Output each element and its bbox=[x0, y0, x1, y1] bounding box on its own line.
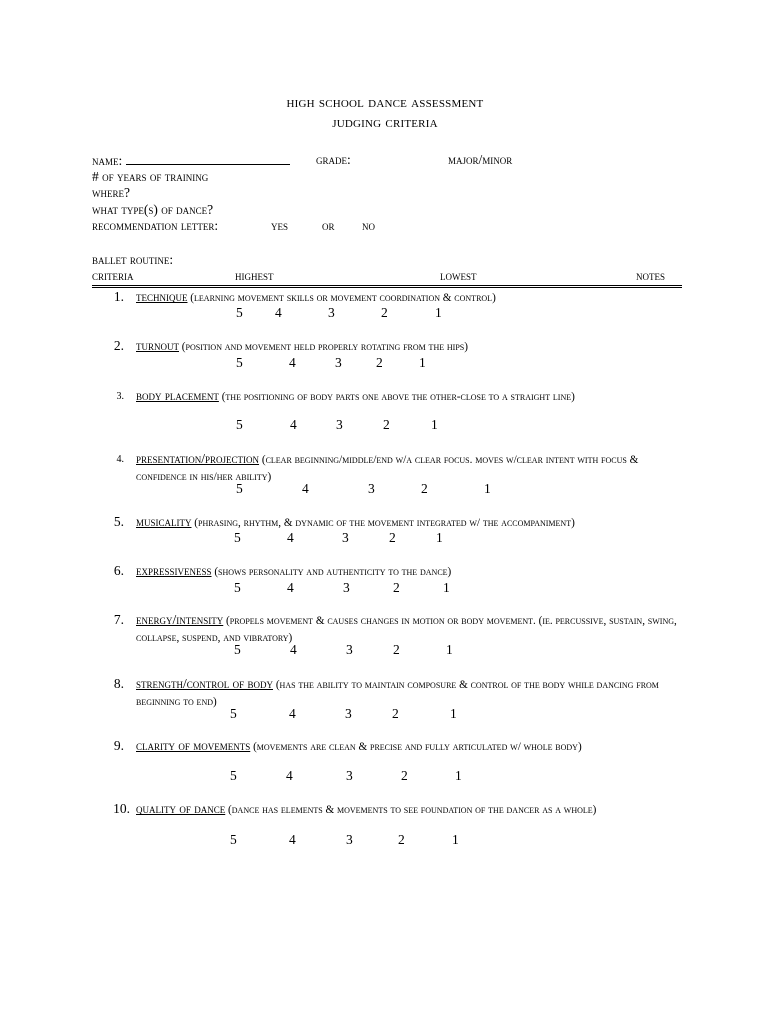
criterion-number: 1. bbox=[113, 289, 124, 304]
criterion-number: 6. bbox=[113, 563, 124, 578]
criterion-heading bbox=[136, 451, 688, 485]
score-option[interactable]: 3 bbox=[368, 481, 375, 496]
notes-column-header: notes bbox=[636, 268, 665, 283]
score-option[interactable]: 4 bbox=[290, 417, 297, 432]
score-option[interactable]: 4 bbox=[287, 580, 294, 595]
criterion-number: 8. bbox=[113, 676, 124, 691]
score-option[interactable]: 3 bbox=[336, 417, 343, 432]
criterion-title: expressiveness bbox=[136, 563, 212, 578]
name-label: name: bbox=[92, 153, 123, 168]
score-option[interactable]: 4 bbox=[289, 832, 296, 847]
score-option[interactable]: 2 bbox=[401, 768, 408, 783]
score-option[interactable]: 5 bbox=[236, 355, 243, 370]
form-title: high school dance assessment bbox=[286, 94, 484, 111]
criterion-number: 2. bbox=[113, 338, 124, 353]
criterion-heading bbox=[136, 388, 688, 405]
score-option[interactable]: 3 bbox=[343, 580, 350, 595]
name-row bbox=[92, 152, 290, 169]
criterion-title: quality of dance bbox=[136, 801, 226, 816]
score-option[interactable]: 2 bbox=[381, 305, 388, 320]
criterion-heading bbox=[136, 676, 688, 710]
criterion-number: 9. bbox=[113, 738, 124, 753]
score-option[interactable]: 3 bbox=[328, 305, 335, 320]
lowest-column-header: lowest bbox=[440, 268, 477, 283]
score-scale bbox=[0, 530, 770, 546]
score-option[interactable]: 3 bbox=[346, 832, 353, 847]
or-text: or bbox=[322, 218, 335, 233]
criterion-number: 7. bbox=[113, 612, 124, 627]
criterion-description: (clear beginning/middle/end w/a clear focus. moves w/clear intent with focus & confidence in his/her ability) bbox=[136, 454, 639, 483]
score-option[interactable]: 1 bbox=[452, 832, 459, 847]
score-option[interactable]: 1 bbox=[436, 530, 443, 545]
criterion-number: 4. bbox=[116, 454, 124, 465]
criterion-title: turnout bbox=[136, 338, 179, 353]
criterion-description: (learning movement skills or movement coordination & control) bbox=[187, 292, 496, 304]
score-option[interactable]: 1 bbox=[446, 642, 453, 657]
score-option[interactable]: 4 bbox=[289, 355, 296, 370]
score-option[interactable]: 3 bbox=[335, 355, 342, 370]
score-option[interactable]: 5 bbox=[234, 580, 241, 595]
score-scale bbox=[0, 706, 770, 722]
score-option[interactable]: 4 bbox=[275, 305, 282, 320]
years-training-label: # of years of training bbox=[92, 169, 209, 184]
score-option[interactable]: 4 bbox=[287, 530, 294, 545]
score-option[interactable]: 4 bbox=[286, 768, 293, 783]
score-option[interactable]: 2 bbox=[383, 417, 390, 432]
score-option[interactable]: 5 bbox=[236, 305, 243, 320]
routine-title: ballet routine: bbox=[92, 252, 174, 267]
grade-label: grade: bbox=[316, 152, 351, 167]
criterion-description: (dance has elements & movements to see foundation of the dancer as a whole) bbox=[225, 804, 597, 816]
criterion-title: energy/intensity bbox=[136, 612, 224, 627]
score-scale bbox=[0, 305, 770, 321]
score-option[interactable]: 1 bbox=[419, 355, 426, 370]
where-label: where? bbox=[92, 185, 130, 200]
score-scale bbox=[0, 832, 770, 848]
score-option[interactable]: 2 bbox=[421, 481, 428, 496]
score-option[interactable]: 2 bbox=[376, 355, 383, 370]
score-option[interactable]: 3 bbox=[346, 768, 353, 783]
criterion-title: presentation/projection bbox=[136, 451, 260, 466]
criterion-heading bbox=[136, 738, 688, 755]
yes-option[interactable]: yes bbox=[271, 218, 289, 233]
criterion-heading bbox=[136, 801, 688, 818]
score-option[interactable]: 5 bbox=[230, 832, 237, 847]
criterion-heading bbox=[136, 514, 688, 531]
highest-column-header: highest bbox=[235, 268, 274, 283]
score-option[interactable]: 5 bbox=[230, 768, 237, 783]
score-option[interactable]: 2 bbox=[393, 642, 400, 657]
score-option[interactable]: 5 bbox=[234, 642, 241, 657]
major-minor-label: major/minor bbox=[448, 152, 513, 167]
criterion-description: (phrasing, rhythm, & dynamic of the movement integrated w/ the accompaniment) bbox=[191, 517, 575, 529]
criterion-description: (position and movement held properly rotating from the hips) bbox=[179, 341, 468, 353]
criterion-title: body placement bbox=[136, 388, 219, 403]
score-option[interactable]: 5 bbox=[230, 706, 237, 721]
criterion-description: (the positioning of body parts one above the other-close to a straight line) bbox=[218, 391, 575, 403]
criterion-heading bbox=[136, 612, 688, 646]
score-option[interactable]: 1 bbox=[450, 706, 457, 721]
score-option[interactable]: 3 bbox=[346, 642, 353, 657]
score-option[interactable]: 4 bbox=[302, 481, 309, 496]
score-scale bbox=[0, 642, 770, 658]
score-option[interactable]: 3 bbox=[345, 706, 352, 721]
score-option[interactable]: 1 bbox=[443, 580, 450, 595]
score-option[interactable]: 1 bbox=[431, 417, 438, 432]
criterion-description: (propels movement & causes changes in motion or body movement. (ie. percussive, sustain, swing, collapse, suspend, and vibratory) bbox=[136, 615, 677, 644]
score-scale bbox=[0, 355, 770, 371]
score-option[interactable]: 5 bbox=[234, 530, 241, 545]
criterion-heading bbox=[136, 289, 688, 306]
name-field[interactable] bbox=[126, 152, 290, 165]
score-option[interactable]: 2 bbox=[393, 580, 400, 595]
score-option[interactable]: 1 bbox=[484, 481, 491, 496]
score-option[interactable]: 2 bbox=[398, 832, 405, 847]
criterion-description: (has the ability to maintain composure & control of the body while dancing from beginning to end) bbox=[136, 679, 659, 708]
score-scale bbox=[0, 768, 770, 784]
score-option[interactable]: 1 bbox=[435, 305, 442, 320]
form-subtitle: judging criteria bbox=[332, 114, 438, 131]
criterion-number: 3. bbox=[116, 391, 124, 402]
score-scale bbox=[0, 580, 770, 596]
dance-type-label: what type(s) of dance? bbox=[92, 202, 214, 217]
criterion-description: (shows personality and authenticity to the dance) bbox=[211, 566, 452, 578]
score-option[interactable]: 3 bbox=[342, 530, 349, 545]
criterion-title: strength/control of body bbox=[136, 676, 274, 691]
criterion-heading bbox=[136, 563, 688, 580]
criterion-title: clarity of movements bbox=[136, 738, 251, 753]
criterion-description: (movements are clean & precise and fully articulated w/ whole body) bbox=[250, 741, 582, 753]
criterion-number: 10. bbox=[113, 801, 130, 816]
score-option[interactable]: 5 bbox=[236, 417, 243, 432]
no-option[interactable]: no bbox=[362, 218, 375, 233]
score-option[interactable]: 2 bbox=[392, 706, 399, 721]
recommendation-letter-label: recommendation letter: bbox=[92, 218, 219, 233]
score-option[interactable]: 4 bbox=[290, 642, 297, 657]
criterion-title: technique bbox=[136, 289, 188, 304]
criterion-heading bbox=[136, 338, 688, 355]
criteria-column-header: criteria bbox=[92, 268, 134, 283]
score-option[interactable]: 2 bbox=[389, 530, 396, 545]
score-option[interactable]: 5 bbox=[236, 481, 243, 496]
criterion-number: 5. bbox=[113, 514, 124, 529]
score-option[interactable]: 1 bbox=[455, 768, 462, 783]
header-rule bbox=[92, 285, 682, 288]
score-scale bbox=[0, 481, 770, 497]
score-option[interactable]: 4 bbox=[289, 706, 296, 721]
score-scale bbox=[0, 417, 770, 433]
criterion-title: musicality bbox=[136, 514, 192, 529]
